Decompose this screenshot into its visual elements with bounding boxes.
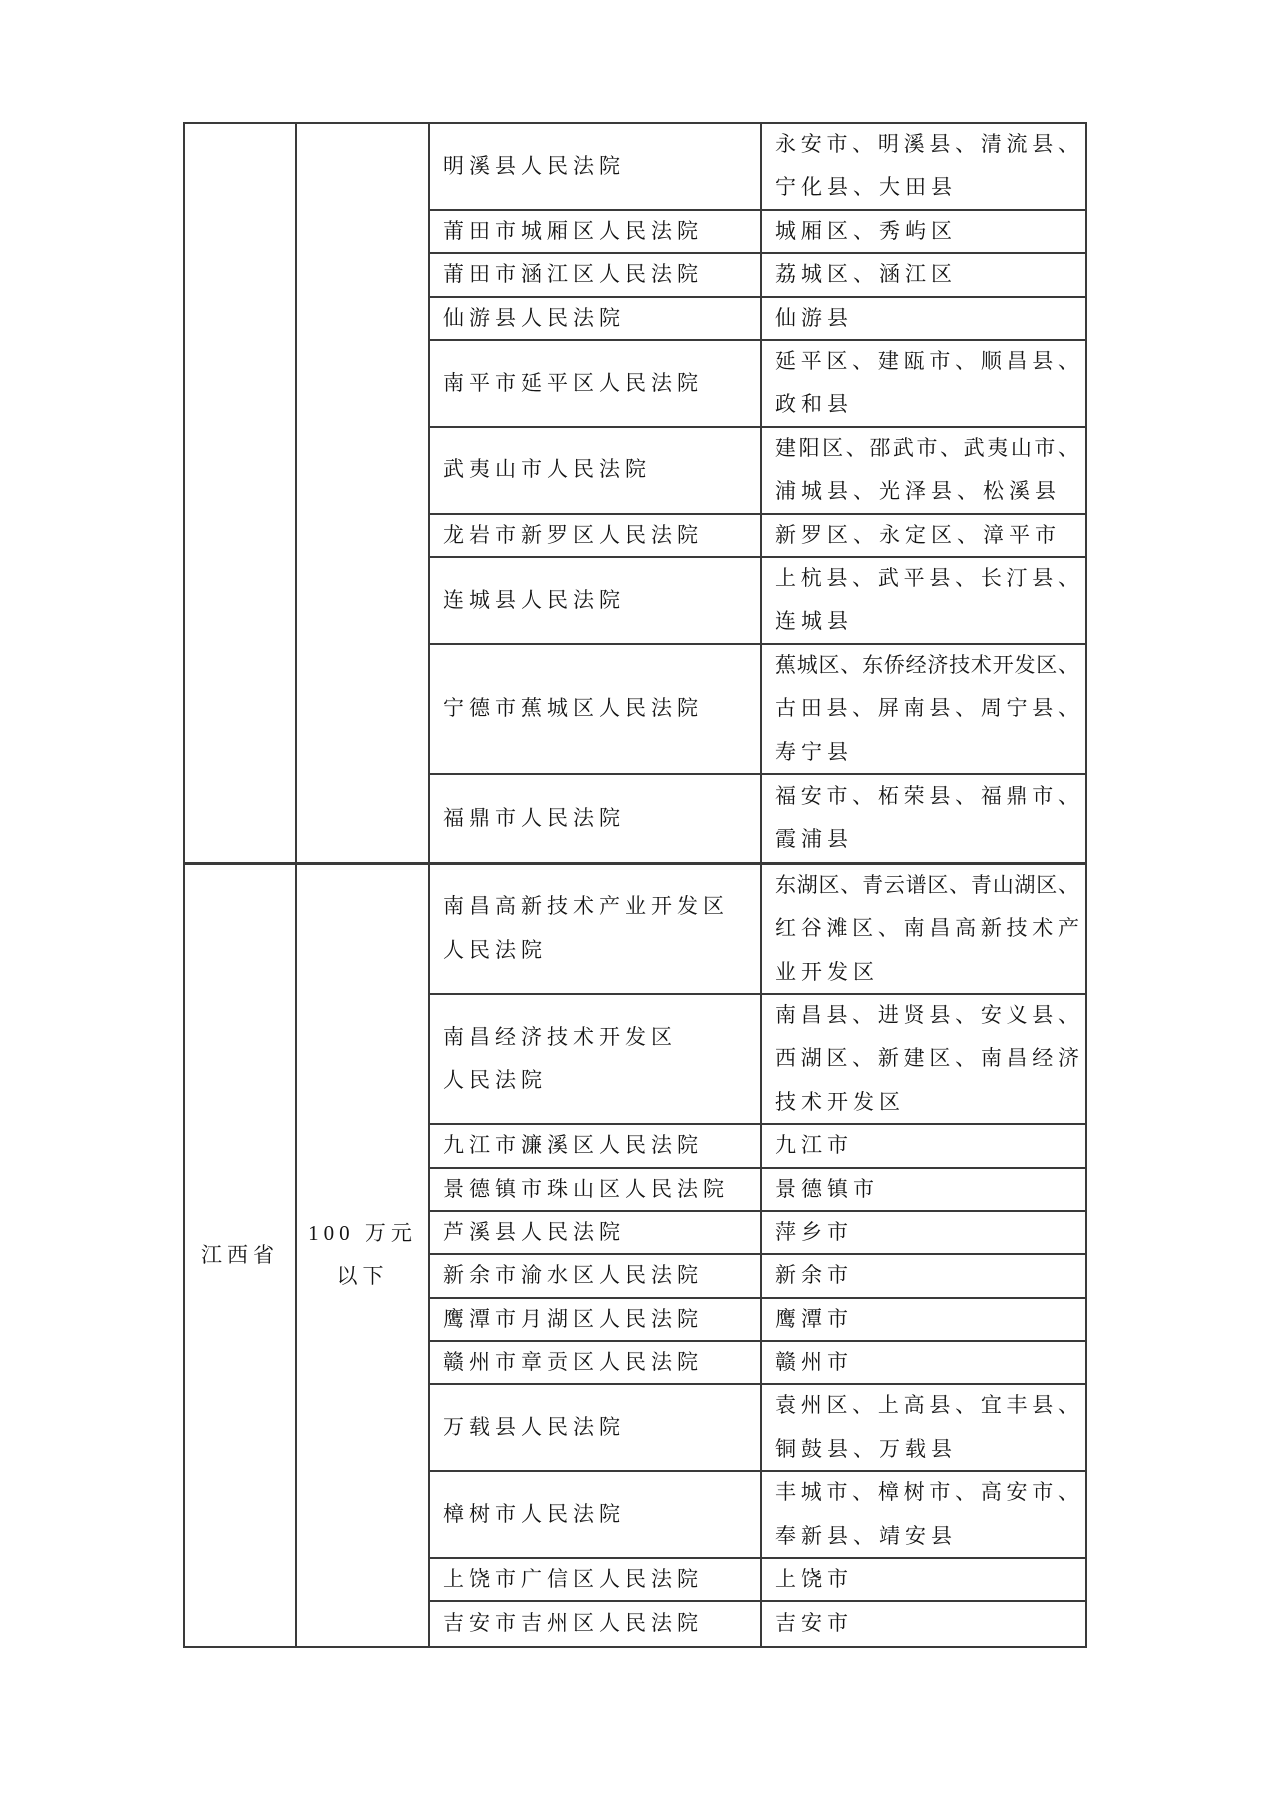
court-cell (430, 775, 762, 862)
jurisdiction-cell (762, 995, 1085, 1123)
jurisdiction-line: 延平区、建瓯市、顺昌县、 (775, 348, 1079, 373)
table-row (430, 1299, 1085, 1342)
court-cell (430, 341, 762, 426)
jurisdiction-line: 建阳区、邵武市、武夷山市、 (775, 435, 1079, 460)
court-name-line: 万载县人民法院 (443, 1415, 625, 1440)
court-name-line: 莆田市城厢区人民法院 (443, 218, 703, 243)
jurisdiction-cell (762, 865, 1085, 993)
court-name-line: 明溪县人民法院 (443, 153, 625, 178)
jurisdiction-line: 业开发区 (775, 959, 879, 984)
jurisdiction-line: 政和县 (775, 392, 853, 417)
table-row (430, 645, 1085, 775)
jurisdiction-line: 浦城县、光泽县、松溪县 (775, 479, 1061, 504)
table-row (430, 1125, 1085, 1168)
table-row (430, 865, 1085, 995)
amount-line: 以下 (336, 1264, 389, 1289)
court-name-line: 赣州市章贡区人民法院 (443, 1350, 703, 1375)
court-cell (430, 298, 762, 339)
table-row (430, 428, 1085, 515)
court-cell (430, 865, 762, 993)
court-name-line: 南昌经济技术开发区 (443, 1024, 677, 1049)
court-cell (430, 124, 762, 209)
court-name-line: 新余市渝水区人民法院 (443, 1263, 703, 1288)
amount-cell (297, 124, 430, 862)
table-row (430, 1472, 1085, 1559)
jurisdiction-line: 鹰潭市 (775, 1306, 853, 1331)
table-row (430, 775, 1085, 862)
court-cell (430, 515, 762, 556)
jurisdiction-line: 吉安市 (775, 1611, 853, 1636)
court-name-line: 鹰潭市月湖区人民法院 (443, 1306, 703, 1331)
jurisdiction-line: 福安市、柘荣县、福鼎市、 (775, 783, 1079, 808)
jurisdiction-line: 古田县、屏南县、周宁县、 (775, 696, 1079, 721)
jurisdiction-cell (762, 298, 1085, 339)
court-name-line: 宁德市蕉城区人民法院 (443, 696, 703, 721)
jurisdiction-cell (762, 1559, 1085, 1600)
jurisdiction-line: 上饶市 (775, 1567, 853, 1592)
court-name-line: 南昌高新技术产业开发区 (443, 894, 729, 919)
court-cell (430, 558, 762, 643)
jurisdiction-line: 赣州市 (775, 1350, 853, 1375)
court-name-line: 景德镇市珠山区人民法院 (443, 1176, 729, 1201)
jurisdiction-line: 萍乡市 (775, 1219, 853, 1244)
jurisdiction-line: 丰城市、樟树市、高安市、 (775, 1480, 1079, 1505)
table-row (430, 1169, 1085, 1212)
court-cell (430, 1559, 762, 1600)
province-cell (185, 865, 297, 1646)
table-row (430, 124, 1085, 211)
table-row (430, 298, 1085, 341)
jurisdiction-line: 宁化县、大田县 (775, 175, 957, 200)
court-cell (430, 211, 762, 252)
jurisdiction-cell (762, 341, 1085, 426)
jurisdiction-line: 城厢区、秀屿区 (775, 218, 957, 243)
court-cell (430, 1342, 762, 1383)
court-name-line: 莆田市涵江区人民法院 (443, 262, 703, 287)
table-row (430, 254, 1085, 297)
court-name-line: 连城县人民法院 (443, 587, 625, 612)
jurisdiction-line: 红谷滩区、南昌高新技术产 (775, 916, 1079, 941)
jurisdiction-line: 连城县 (775, 609, 853, 634)
table-row (430, 1212, 1085, 1255)
court-name-line: 人民法院 (443, 937, 547, 962)
court-cell (430, 645, 762, 773)
court-cell (430, 1299, 762, 1340)
jurisdiction-line: 袁州区、上高县、宜丰县、 (775, 1393, 1079, 1418)
amount-cell (297, 865, 430, 1646)
table-section (185, 124, 1085, 865)
jurisdiction-line: 新余市 (775, 1263, 853, 1288)
table-section (185, 865, 1085, 1646)
jurisdiction-line: 九江市 (775, 1133, 853, 1158)
table-row (430, 558, 1085, 645)
court-name-line: 上饶市广信区人民法院 (443, 1567, 703, 1592)
jurisdiction-cell (762, 428, 1085, 513)
jurisdiction-line: 仙游县 (775, 305, 853, 330)
jurisdiction-cell (762, 1169, 1085, 1210)
jurisdiction-line: 新罗区、永定区、漳平市 (775, 522, 1061, 547)
jurisdiction-cell (762, 775, 1085, 862)
court-name-line: 福鼎市人民法院 (443, 805, 625, 830)
court-name-line: 龙岩市新罗区人民法院 (443, 522, 703, 547)
court-cell (430, 1125, 762, 1166)
table-row (430, 1255, 1085, 1298)
jurisdiction-line: 西湖区、新建区、南昌经济 (775, 1046, 1079, 1071)
court-jurisdiction-table (183, 122, 1087, 1648)
section-rows (430, 865, 1085, 1646)
jurisdiction-cell (762, 515, 1085, 556)
jurisdiction-cell (762, 1385, 1085, 1470)
jurisdiction-line: 铜鼓县、万载县 (775, 1436, 957, 1461)
jurisdiction-line: 霞浦县 (775, 827, 853, 852)
jurisdiction-line: 景德镇市 (775, 1176, 879, 1201)
jurisdiction-line: 东湖区、青云谱区、青山湖区、 (775, 872, 1079, 897)
court-name-line: 武夷山市人民法院 (443, 457, 651, 482)
court-cell (430, 1472, 762, 1557)
court-cell (430, 428, 762, 513)
court-cell (430, 1602, 762, 1645)
court-name-line: 九江市濂溪区人民法院 (443, 1133, 703, 1158)
jurisdiction-cell (762, 124, 1085, 209)
province-cell (185, 124, 297, 862)
table-row (430, 1602, 1085, 1645)
jurisdiction-cell (762, 254, 1085, 295)
court-name-line: 樟树市人民法院 (443, 1501, 625, 1526)
jurisdiction-cell (762, 558, 1085, 643)
jurisdiction-line: 荔城区、涵江区 (775, 262, 957, 287)
table-row (430, 995, 1085, 1125)
jurisdiction-cell (762, 1255, 1085, 1296)
jurisdiction-line: 奉新县、靖安县 (775, 1523, 957, 1548)
jurisdiction-cell (762, 211, 1085, 252)
jurisdiction-cell (762, 1342, 1085, 1383)
jurisdiction-line: 寿宁县 (775, 739, 853, 764)
court-name-line: 人民法院 (443, 1068, 547, 1093)
jurisdiction-line: 技术开发区 (775, 1089, 905, 1114)
table-row (430, 1385, 1085, 1472)
jurisdiction-line: 南昌县、进贤县、安义县、 (775, 1002, 1079, 1027)
court-cell (430, 1169, 762, 1210)
province-label: 江西省 (201, 1242, 279, 1267)
court-name-line: 南平市延平区人民法院 (443, 370, 703, 395)
court-cell (430, 1212, 762, 1253)
court-name-line: 芦溪县人民法院 (443, 1219, 625, 1244)
jurisdiction-cell (762, 1602, 1085, 1645)
table-row (430, 1342, 1085, 1385)
jurisdiction-line: 永安市、明溪县、清流县、 (775, 132, 1079, 157)
court-name-line: 仙游县人民法院 (443, 305, 625, 330)
table-row (430, 515, 1085, 558)
court-name-line: 吉安市吉州区人民法院 (443, 1611, 703, 1636)
jurisdiction-cell (762, 1472, 1085, 1557)
court-cell (430, 1385, 762, 1470)
court-cell (430, 254, 762, 295)
section-rows (430, 124, 1085, 862)
jurisdiction-cell (762, 645, 1085, 773)
jurisdiction-line: 上杭县、武平县、长汀县、 (775, 565, 1079, 590)
jurisdiction-cell (762, 1125, 1085, 1166)
jurisdiction-line: 蕉城区、东侨经济技术开发区、 (775, 652, 1079, 677)
jurisdiction-cell (762, 1299, 1085, 1340)
table-row (430, 211, 1085, 254)
court-cell (430, 1255, 762, 1296)
jurisdiction-cell (762, 1212, 1085, 1253)
amount-line: 100 万元 (308, 1220, 417, 1245)
table-row (430, 1559, 1085, 1602)
court-cell (430, 995, 762, 1123)
table-row (430, 341, 1085, 428)
